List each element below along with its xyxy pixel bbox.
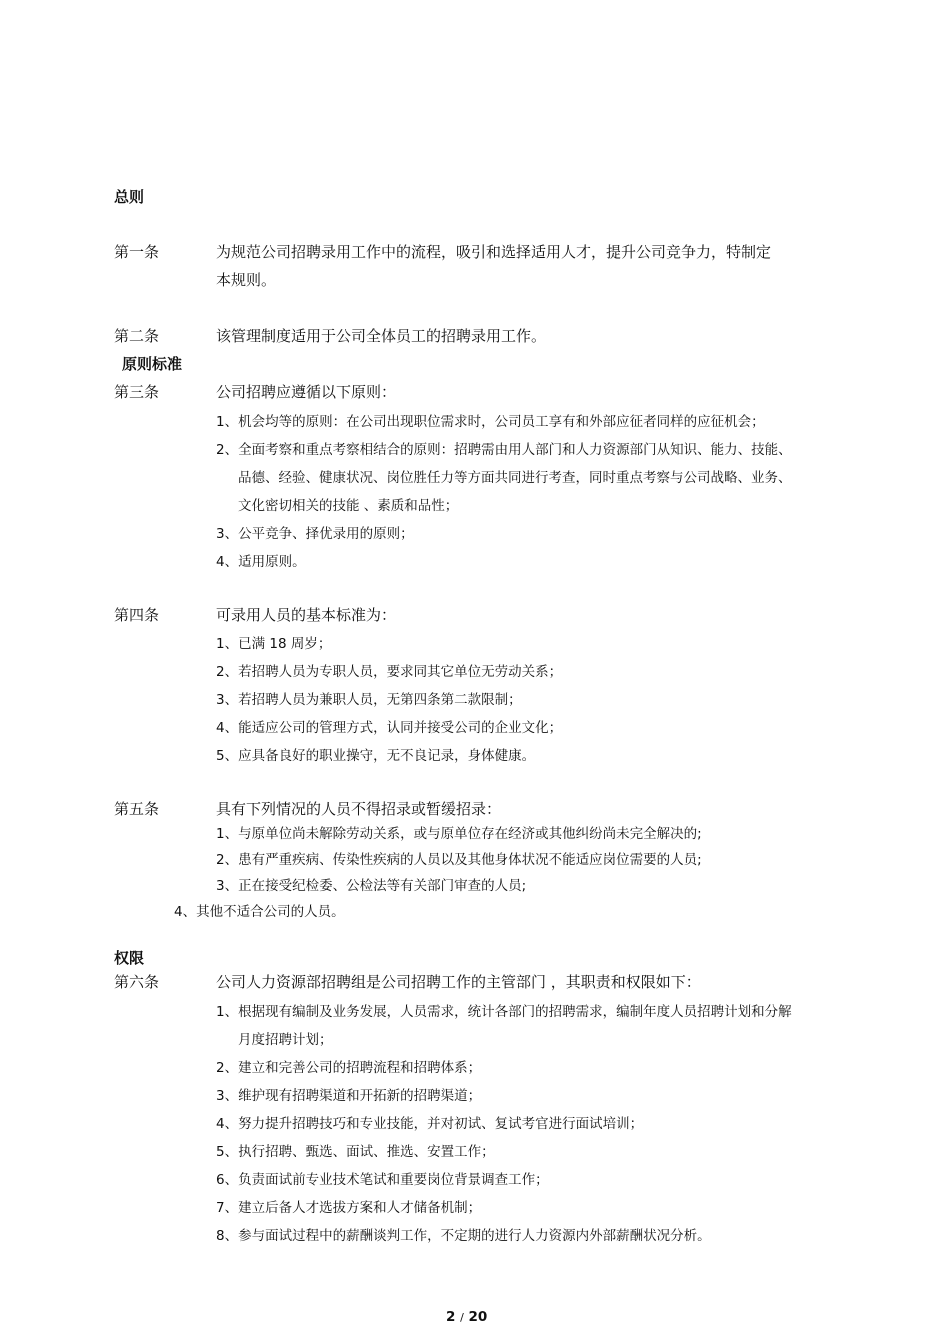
list-item-continuation: 月度招聘计划； (238, 1032, 333, 1048)
list-item: 8、参与面试过程中的薪酬谈判工作，不定期的进行人力资源内外部薪酬状况分析。 (216, 1228, 711, 1244)
article-intro: 公司招聘应遵循以下原则： (216, 383, 397, 401)
list-item: 5、应具备良好的职业操守，无不良记录，身体健康。 (216, 748, 536, 764)
article-text-line: 该管理制度适用于公司全体员工的招聘录用工作。 (216, 327, 547, 345)
article-intro: 公司人力资源部招聘组是公司招聘工作的主管部门 ，其职责和权限如下： (216, 973, 701, 991)
list-item: 4、能适应公司的管理方式，认同并接受公司的企业文化； (216, 720, 563, 736)
article-intro: 具有下列情况的人员不得招录或暂缓招录： (216, 800, 502, 818)
article-text-line: 为规范公司招聘录用工作中的流程，吸引和选择适用人才，提升公司竞争力，特制定 (216, 243, 772, 261)
list-item: 1、根据现有编制及业务发展，人员需求，统计各部门的招聘需求，编制年度人员招聘计划和分解 (216, 1004, 792, 1020)
section-heading: 总则 (114, 188, 145, 206)
list-item: 4、其他不适合公司的人员。 (174, 904, 345, 920)
list-item: 1、与原单位尚未解除劳动关系，或与原单位存在经济或其他纠纷尚未完全解决的; (216, 826, 702, 842)
article-label: 第一条 (114, 243, 160, 261)
page-current: 2 (446, 1309, 456, 1325)
list-item: 3、公平竞争、择优录用的原则； (216, 526, 414, 542)
list-item: 6、负责面试前专业技术笔试和重要岗位背景调查工作； (216, 1172, 549, 1188)
article-label: 第二条 (114, 327, 160, 345)
list-item-continuation: 品德、经验、健康状况、岗位胜任力等方面共同进行考查，同时重点考察与公司战略、业务、 (238, 470, 792, 486)
list-item: 4、适用原则。 (216, 554, 306, 570)
list-item: 2、全面考察和重点考察相结合的原则：招聘需由用人部门和人力资源部门从知识、能力、技能、 (216, 442, 792, 458)
list-item: 3、维护现有招聘渠道和开拓新的招聘渠道； (216, 1088, 482, 1104)
page-separator: / (460, 1311, 464, 1324)
list-item-continuation: 文化密切相关的技能 、素质和品性； (238, 498, 459, 514)
list-item: 1、已满 18 周岁； (216, 636, 332, 652)
list-item: 5、执行招聘、甄选、面试、推选、安置工作； (216, 1144, 495, 1160)
article-label: 第五条 (114, 800, 160, 818)
section-heading: 原则标准 (122, 355, 183, 373)
list-item: 4、努力提升招聘技巧和专业技能，并对初试、复试考官进行面试培训； (216, 1116, 644, 1132)
list-item: 2、若招聘人员为专职人员，要求同其它单位无劳动关系； (216, 664, 563, 680)
article-text-line: 本规则。 (216, 271, 277, 289)
list-item: 3、若招聘人员为兼职人员，无第四条第二款限制； (216, 692, 522, 708)
list-item: 7、建立后备人才选拔方案和人才储备机制； (216, 1200, 482, 1216)
list-item: 1、机会均等的原则：在公司出现职位需求时，公司员工享有和外部应征者同样的应征机会； (216, 414, 765, 430)
article-intro: 可录用人员的基本标准为： (216, 606, 397, 624)
page-number (446, 1309, 487, 1325)
article-label: 第三条 (114, 383, 160, 401)
list-item: 2、建立和完善公司的招聘流程和招聘体系； (216, 1060, 482, 1076)
section-heading: 权限 (114, 949, 145, 967)
list-item: 3、正在接受纪检委、公检法等有关部门审查的人员; (216, 878, 527, 894)
article-label: 第四条 (114, 606, 160, 624)
list-item: 2、患有严重疾病、传染性疾病的人员以及其他身体状况不能适应岗位需要的人员; (216, 852, 702, 868)
article-label: 第六条 (114, 973, 160, 991)
page-total: 20 (468, 1309, 488, 1325)
